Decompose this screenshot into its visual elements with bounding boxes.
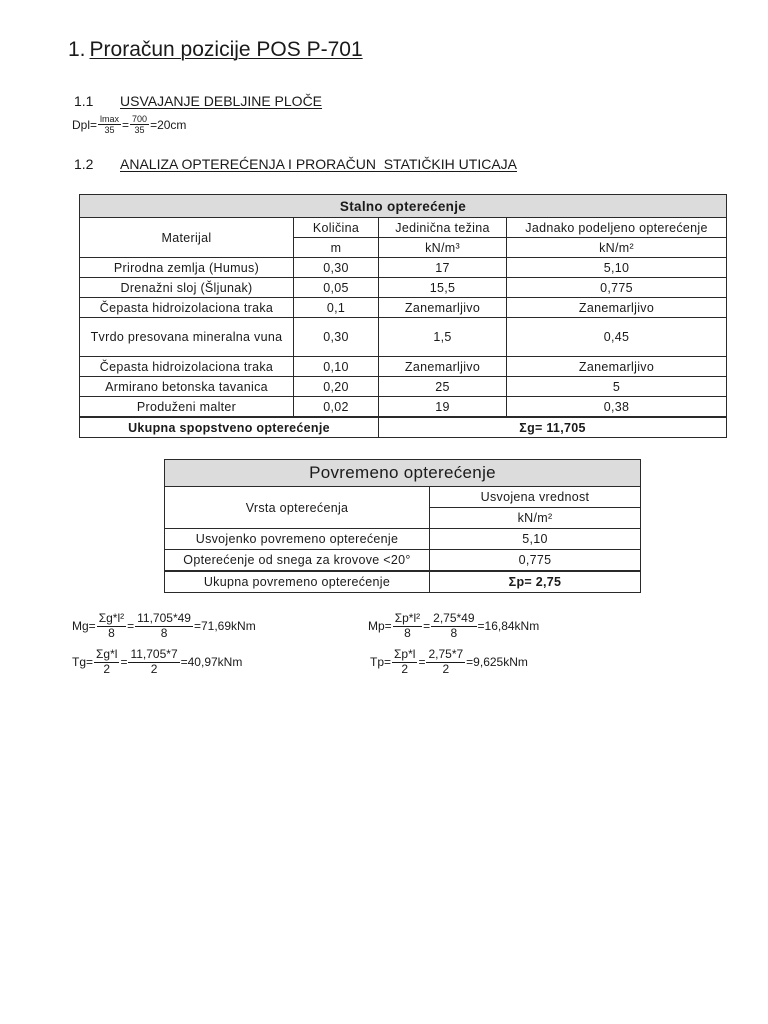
material-cell: Čepasta hidroizolaciona traka: [80, 298, 294, 318]
material-cell: Produženi malter: [80, 397, 294, 418]
fraction: [431, 612, 476, 641]
fraction: [426, 648, 465, 677]
value-cell: 0,775: [430, 550, 641, 572]
heading-title: Proračun pozicije POS P-701: [89, 38, 363, 61]
equals: =: [423, 619, 431, 634]
numerator: 2,75*7: [428, 647, 464, 661]
load-cell: 0,38: [507, 397, 727, 418]
material-cell: Čepasta hidroizolaciona traka: [80, 357, 294, 377]
table-title: Stalno opterećenje: [80, 195, 727, 218]
value-cell: 5,10: [430, 529, 641, 550]
unit-weight-cell: Zanemarljivo: [379, 357, 507, 377]
equals: =: [418, 655, 426, 670]
section-title: USVAJANJE DEBLJINE PLOČE: [120, 93, 323, 109]
heading-number: 1.: [68, 38, 86, 61]
material-cell: Tvrdo presovana mineralna vuna: [80, 318, 294, 357]
material-cell: Armirano betonska tavanica: [80, 377, 294, 397]
load-cell: Zanemarljivo: [507, 357, 727, 377]
quantity-cell: 0,02: [294, 397, 379, 418]
material-cell: Prirodna zemlja (Humus): [80, 258, 294, 278]
column-header-distributed-load: Jadnako podeljeno opterećenje: [507, 218, 727, 238]
unit-weight-cell: 1,5: [379, 318, 507, 357]
load-cell: 0,45: [507, 318, 727, 357]
moment-g-formula: [72, 612, 256, 641]
table-row: [165, 529, 641, 550]
formula-lhs: Mp=: [368, 619, 392, 634]
total-label: Ukupna spopstveno opterećenje: [80, 417, 379, 438]
unit-weight-cell: Zanemarljivo: [379, 298, 507, 318]
fraction: [98, 114, 121, 136]
denominator: 2: [150, 661, 158, 676]
formula-lhs: Tp=: [370, 655, 392, 670]
denominator: 8: [160, 625, 168, 640]
fraction: [135, 612, 193, 641]
numerator: Σp*l: [394, 647, 416, 661]
total-value: Σp= 2,75: [430, 571, 641, 593]
fraction: [393, 612, 422, 641]
numerator: 11,705*49: [137, 611, 191, 625]
fraction: [130, 114, 149, 136]
denominator: 8: [404, 625, 411, 640]
fraction: [97, 612, 126, 641]
numerator: 11,705*7: [130, 647, 178, 661]
section-title: ANALIZA OPTEREĆENJA I PRORAČUN STATIČKIH UTICAJA: [120, 156, 517, 172]
formula-lhs: Tg=: [72, 655, 94, 670]
total-value: Σg= 11,705: [379, 417, 727, 438]
denominator: 8: [450, 625, 458, 640]
table-row: [80, 357, 727, 377]
table-row: [80, 298, 727, 318]
quantity-cell: 0,1: [294, 298, 379, 318]
unit-weight-cell: 19: [379, 397, 507, 418]
table-row: [80, 377, 727, 397]
formula-lhs: Mg=: [72, 619, 96, 634]
numerator: lmax: [100, 114, 120, 124]
unit-weight-cell: 15,5: [379, 278, 507, 298]
total-label: Ukupna povremeno opterećenje: [165, 571, 430, 593]
fraction: [94, 648, 119, 677]
formula-result: =71,69kNm: [193, 619, 256, 634]
total-row: [165, 571, 641, 593]
equals: =: [122, 117, 130, 132]
load-cell: Zanemarljivo: [507, 298, 727, 318]
quantity-cell: 0,10: [294, 357, 379, 377]
formula-result: =16,84kNm: [477, 619, 540, 634]
fraction: [392, 648, 417, 677]
formula-lhs: Dpl=: [72, 117, 98, 132]
formula-result: =40,97kNm: [180, 655, 243, 670]
section-number: 1.1: [74, 93, 94, 109]
section-heading-1-2: [74, 156, 517, 172]
numerator: 700: [132, 114, 148, 124]
numerator: Σg*l: [96, 647, 118, 661]
table-row: [80, 318, 727, 357]
numerator: Σg*l²: [98, 611, 125, 625]
section-number: 1.2: [74, 156, 94, 172]
load-type-cell: Usvojenko povremeno opterećenje: [165, 529, 430, 550]
total-row: [80, 417, 727, 438]
numerator: 2,75*49: [433, 611, 475, 625]
section-heading-1-1: [74, 93, 322, 109]
fraction: [128, 648, 179, 677]
quantity-cell: 0,20: [294, 377, 379, 397]
unit-cell: kN/m²: [430, 508, 641, 529]
column-header-quantity: Količina: [294, 218, 379, 238]
thickness-formula: [72, 114, 186, 136]
table-row: [80, 397, 727, 418]
table-row: [80, 258, 727, 278]
column-header-load-type: Vrsta opterećenja: [165, 487, 430, 529]
permanent-load-table: [79, 194, 727, 438]
denominator: 2: [442, 661, 450, 676]
column-header-unit-weight: Jedinična težina: [379, 218, 507, 238]
equals: =: [127, 619, 135, 634]
unit-cell: kN/m²: [507, 238, 727, 258]
quantity-cell: 0,30: [294, 318, 379, 357]
shear-g-formula: [72, 648, 242, 677]
unit-weight-cell: 17: [379, 258, 507, 278]
table-row: [80, 278, 727, 298]
quantity-cell: 0,05: [294, 278, 379, 298]
unit-cell: m: [294, 238, 379, 258]
denominator: 2: [103, 661, 111, 676]
material-cell: Drenažni sloj (Šljunak): [80, 278, 294, 298]
denominator: 2: [401, 661, 409, 676]
load-cell: 0,775: [507, 278, 727, 298]
load-cell: 5,10: [507, 258, 727, 278]
denominator: 8: [108, 625, 115, 640]
equals: =: [120, 655, 128, 670]
table-title: Povremeno opterećenje: [165, 460, 641, 487]
quantity-cell: 0,30: [294, 258, 379, 278]
column-header-value: Usvojena vrednost: [430, 487, 641, 508]
formula-result: =9,625kNm: [466, 655, 528, 670]
shear-p-formula: [370, 648, 528, 677]
column-header-material: Materijal: [80, 218, 294, 258]
load-cell: 5: [507, 377, 727, 397]
table-row: [165, 550, 641, 572]
unit-cell: kN/m³: [379, 238, 507, 258]
moment-p-formula: [368, 612, 539, 641]
denominator: 35: [104, 125, 115, 136]
denominator: 35: [134, 125, 145, 136]
page-title: [68, 38, 363, 62]
load-type-cell: Opterećenje od snega za krovove <20°: [165, 550, 430, 572]
numerator: Σp*l²: [394, 611, 421, 625]
formula-result: =20cm: [150, 117, 187, 132]
unit-weight-cell: 25: [379, 377, 507, 397]
variable-load-table: [164, 459, 641, 593]
